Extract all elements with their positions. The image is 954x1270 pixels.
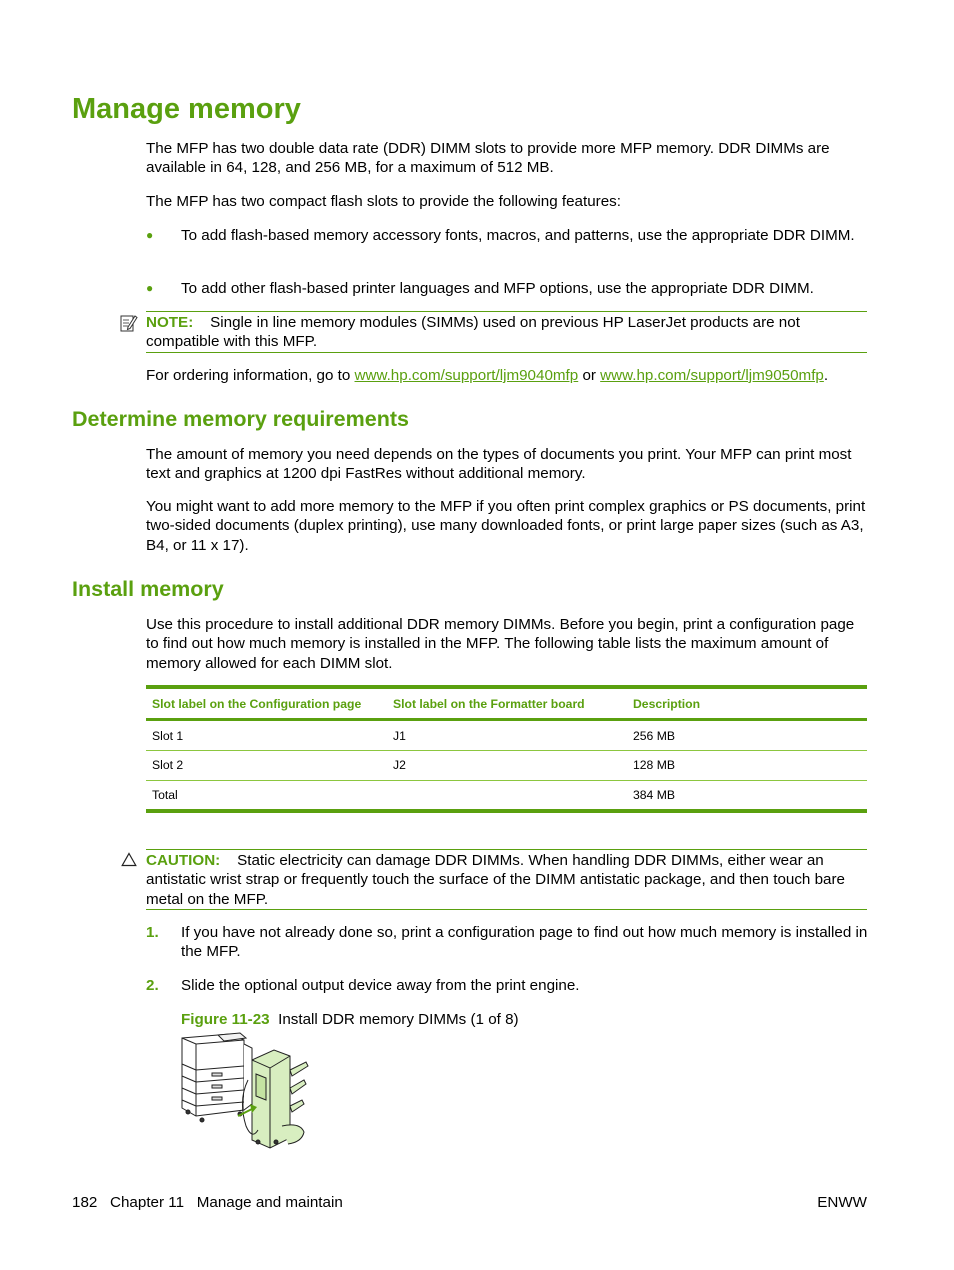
figure-label: Figure 11-23 xyxy=(181,1011,270,1028)
table-cell: Total xyxy=(152,788,178,802)
bullet-item: To add flash-based memory accessory fonts, macros, and patterns, use the appropriate DDR DIMM. xyxy=(181,227,855,244)
page-number: 182 xyxy=(72,1194,98,1211)
flash-intro-paragraph: The MFP has two compact flash slots to provide the following features: xyxy=(146,193,621,210)
table-cell: J1 xyxy=(393,729,406,743)
step-text: If you have not already done so, print a configuration page to find out how much memory is installed in the MFP. xyxy=(181,924,868,961)
step-text: Slide the optional output device away from the print engine. xyxy=(181,977,580,994)
support-link-9040[interactable]: www.hp.com/support/ljm9040mfp xyxy=(354,367,579,384)
caution-top-rule xyxy=(146,849,867,850)
caution-body: Static electricity can damage DDR DIMMs. When handling DDR DIMMs, either wear an antistatic wrist strap or frequently touch the surface of the DIMM antistatic package, and then touch bare metal on the MFP. xyxy=(146,852,845,908)
table-row-divider xyxy=(146,780,867,781)
caution-label: CAUTION: xyxy=(146,852,221,869)
footer-right: ENWW xyxy=(817,1194,867,1211)
bullet-item: To add other flash-based printer languages and MFP options, use the appropriate DDR DIMM. xyxy=(181,280,814,297)
footer-chapter: Chapter 11 xyxy=(110,1194,185,1211)
table-cell: 256 MB xyxy=(633,729,676,743)
requirements-paragraph-2: You might want to add more memory to the MFP if you often print complex graphics or PS documents, print two-sided documents (duplex printing), use many downloaded fonts, or print large paper sizes (such as A3, B4, or 11 x 17). xyxy=(146,498,866,554)
ordering-middle: or xyxy=(578,367,601,384)
table-top-bar xyxy=(146,685,867,689)
table-cell: J2 xyxy=(393,758,406,772)
table-cell: 384 MB xyxy=(633,788,676,802)
memory-slot-table xyxy=(146,685,867,815)
note-top-rule xyxy=(146,311,867,312)
bullet-icon: ● xyxy=(146,228,154,242)
install-paragraph: Use this procedure to install additional DDR memory DIMMs. Before you begin, print a configuration page to find out how much memory is installed in the MFP. The following table lists the maximum amount of memory allowed for each DIMM slot. xyxy=(146,616,855,672)
footer-left xyxy=(72,1193,343,1212)
intro-paragraph: The MFP has two double data rate (DDR) DIMM slots to provide more MFP memory. DDR DIMMs are available in 64, 128, and 256 MB, for a maximum of 512 MB. xyxy=(146,140,830,177)
support-link-9050[interactable]: www.hp.com/support/ljm9050mfp xyxy=(600,367,824,384)
step-number: 1. xyxy=(146,924,159,941)
note-pencil-icon xyxy=(120,313,138,333)
page-title: Manage memory xyxy=(72,93,301,125)
ordering-paragraph xyxy=(146,366,868,385)
table-header-formatter-slot: Slot label on the Formatter board xyxy=(393,697,585,711)
table-row-divider xyxy=(146,750,867,751)
table-header-bar xyxy=(146,718,867,721)
ordering-prefix: For ordering information, go to xyxy=(146,367,355,384)
figure-caption-text: Install DDR memory DIMMs (1 of 8) xyxy=(278,1011,519,1028)
caution-triangle-icon xyxy=(121,852,137,867)
footer-chapter-title: Manage and maintain xyxy=(196,1194,343,1211)
table-cell: Slot 1 xyxy=(152,729,184,743)
table-cell: Slot 2 xyxy=(152,758,184,772)
caution-bottom-rule xyxy=(146,909,867,910)
table-header-description: Description xyxy=(633,697,701,711)
note-body: Single in line memory modules (SIMMs) used on previous HP LaserJet products are not compatible with this MFP. xyxy=(146,314,800,351)
ordering-suffix: . xyxy=(823,367,829,384)
table-cell: 128 MB xyxy=(633,758,676,772)
bullet-icon: ● xyxy=(146,281,154,295)
table-header-config-slot: Slot label on the Configuration page xyxy=(152,697,362,711)
note-label: NOTE: xyxy=(146,314,194,331)
note-bottom-rule xyxy=(146,352,867,353)
figure-caption xyxy=(181,1010,519,1029)
caution-text xyxy=(146,851,868,909)
section-heading-requirements: Determine memory requirements xyxy=(72,407,409,431)
step-number: 2. xyxy=(146,977,159,994)
section-heading-install: Install memory xyxy=(72,577,224,601)
requirements-paragraph-1: The amount of memory you need depends on the types of documents you print. Your MFP can print most text and graphics at 1200 dpi FastRes without additional memory. xyxy=(146,446,852,483)
printer-output-device-illustration xyxy=(178,1030,313,1152)
note-text xyxy=(146,313,868,352)
table-bottom-bar xyxy=(146,809,867,813)
